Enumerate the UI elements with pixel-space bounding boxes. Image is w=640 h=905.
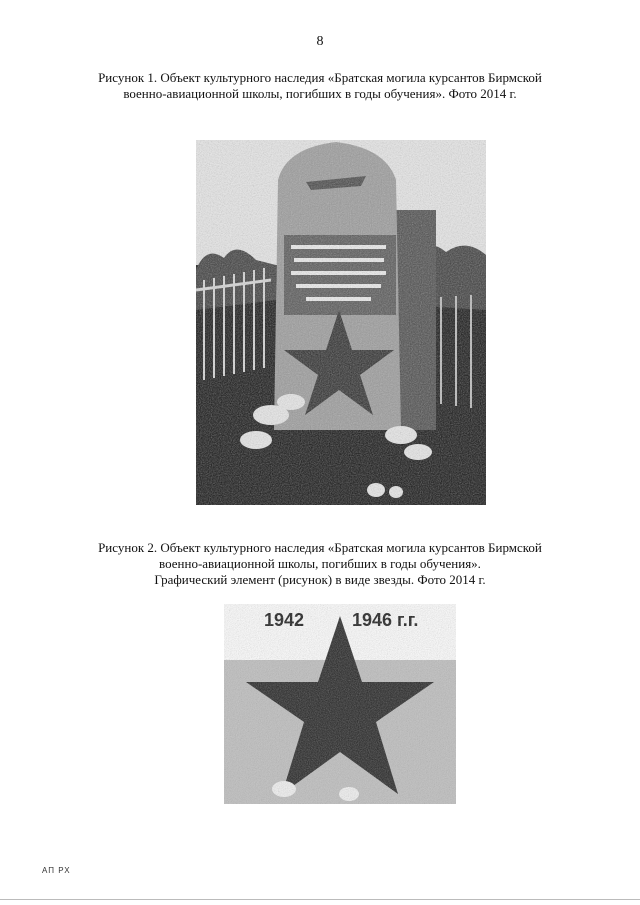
caption-line: военно-авиационной школы, погибших в годы обучения». Фото 2014 г. bbox=[123, 86, 517, 101]
bottom-rule bbox=[0, 899, 640, 900]
caption-line: Рисунок 1. Объект культурного наследия «Братская могила курсантов Бирмской bbox=[98, 70, 542, 85]
caption-line: Рисунок 2. Объект культурного наследия «Братская могила курсантов Бирмской bbox=[98, 540, 542, 555]
figure-2-caption bbox=[60, 540, 580, 588]
figure-1-caption bbox=[60, 70, 580, 102]
star-photo bbox=[224, 604, 456, 804]
page-number: 8 bbox=[316, 34, 324, 49]
monument-photo bbox=[196, 140, 486, 505]
footer-code: АП РХ bbox=[42, 866, 71, 875]
caption-line: военно-авиационной школы, погибших в годы обучения». bbox=[159, 556, 481, 571]
caption-line: Графический элемент (рисунок) в виде звезды. Фото 2014 г. bbox=[154, 572, 486, 587]
